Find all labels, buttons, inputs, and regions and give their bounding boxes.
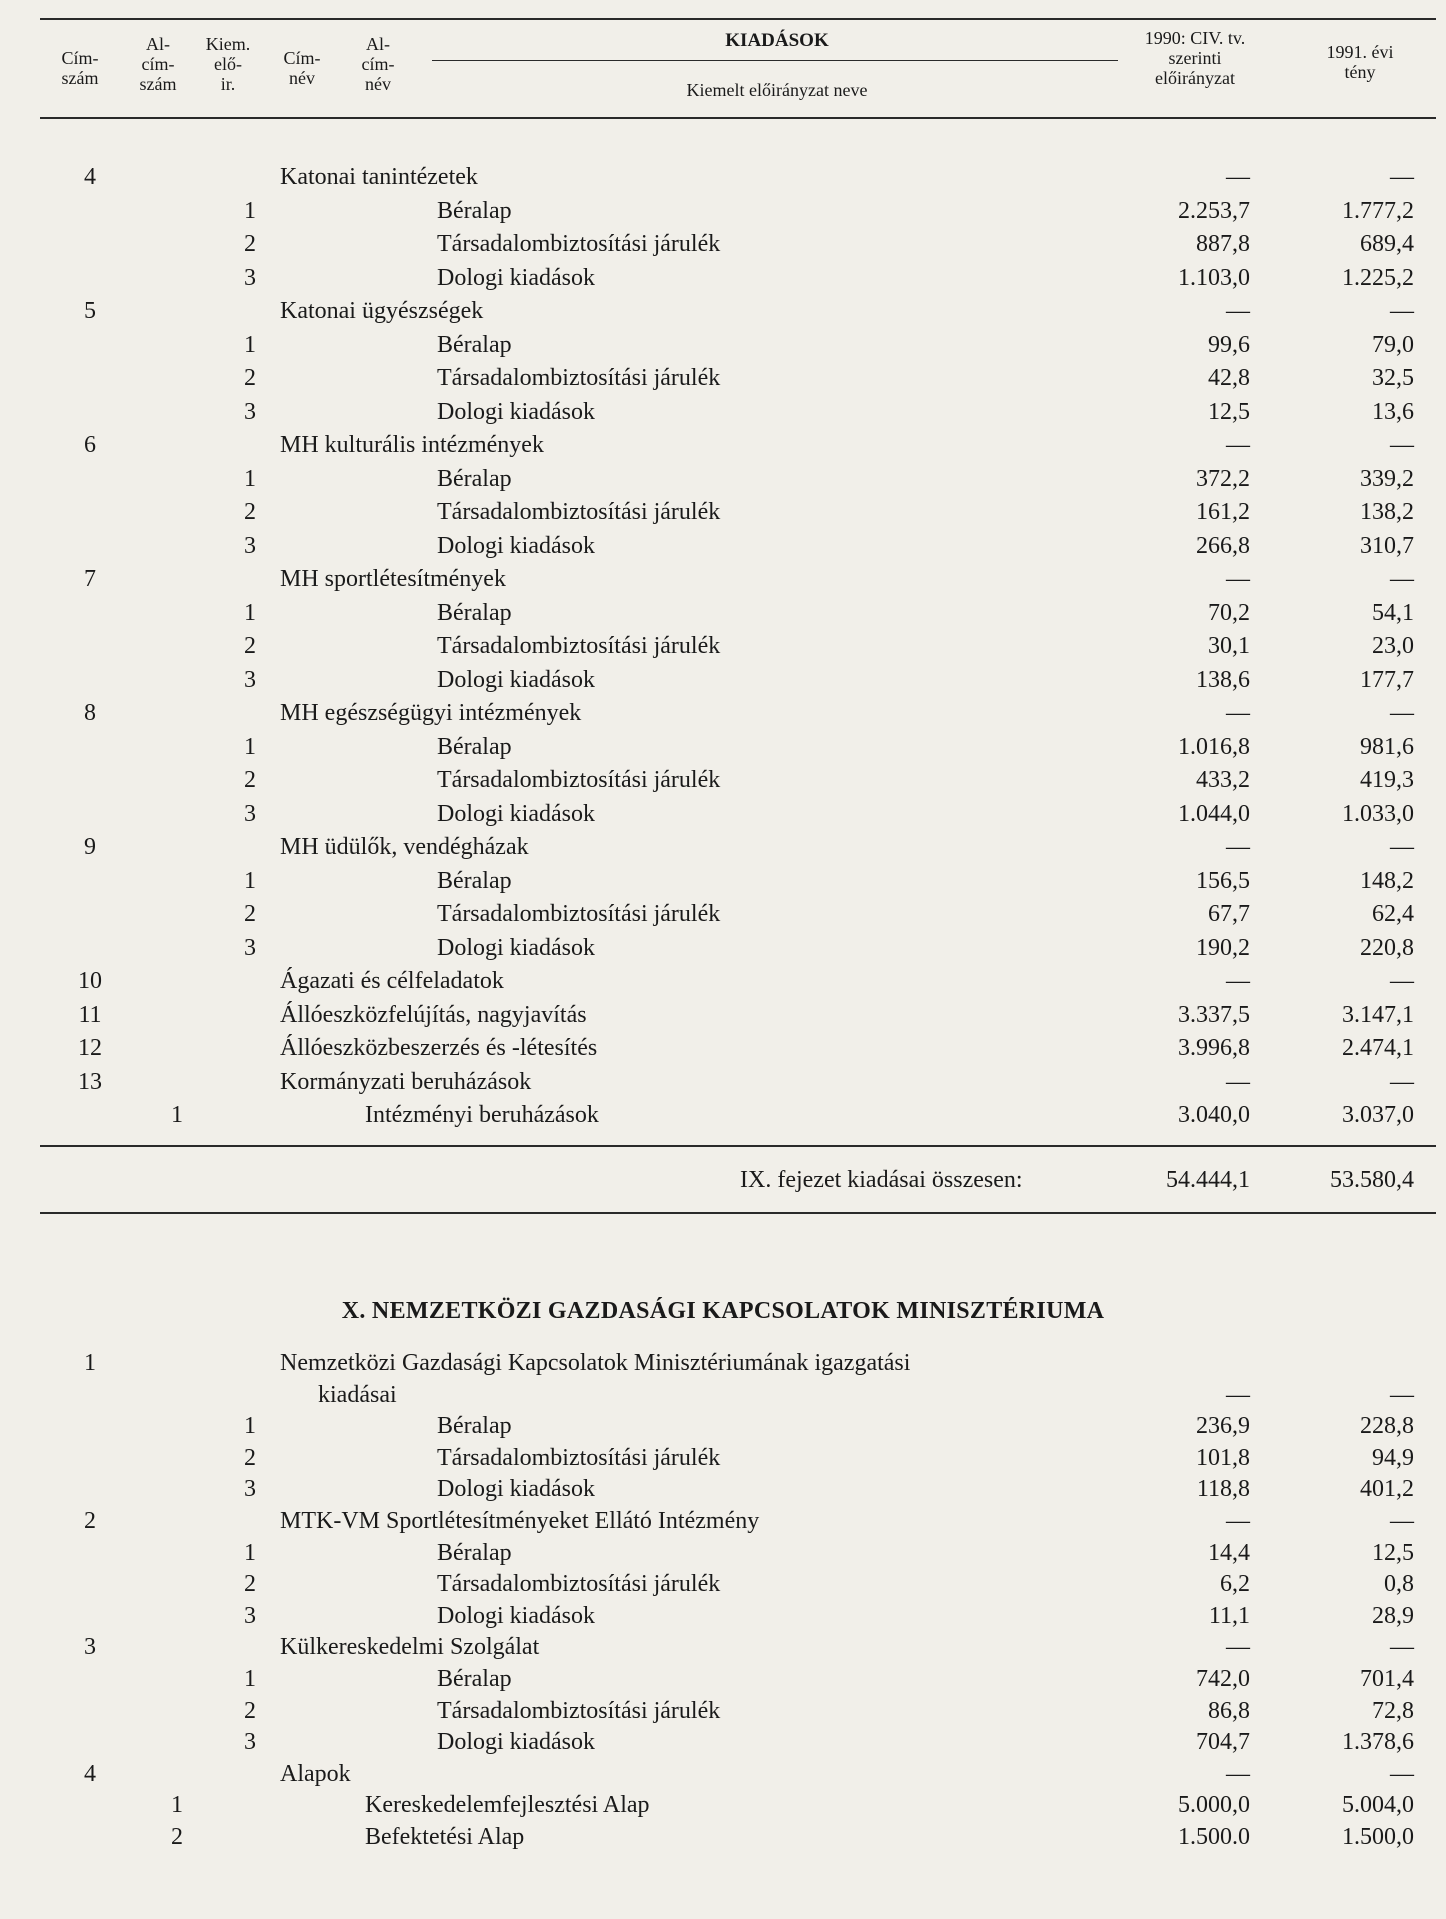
cell-kiem-eloir: 1 [244, 1666, 256, 1692]
cell-1990: 1.016,8 [1178, 733, 1250, 760]
cell-cim-szam: 11 [78, 1001, 102, 1028]
cell-1991: — [1390, 1381, 1414, 1408]
table-row [0, 1821, 1446, 1854]
cell-kiem-eloir: 3 [244, 398, 256, 425]
cell-name: Társadalombiztosítási járulék [437, 499, 721, 525]
cell-1991: 3.037,0 [1342, 1102, 1414, 1128]
cell-name: Béralap [437, 197, 512, 224]
table-row [0, 630, 1446, 663]
cell-1990: — [1226, 566, 1250, 592]
header-cim-szam: Cím- szám [61, 48, 99, 88]
cell-1991: 3.147,1 [1342, 1001, 1414, 1028]
cell-name: Béralap [437, 1666, 512, 1692]
cell-1990: — [1226, 1634, 1250, 1661]
cell-1990: — [1226, 834, 1250, 860]
table-row [0, 965, 1446, 998]
cell-cim-szam: 9 [84, 834, 96, 860]
table-row [0, 463, 1446, 496]
cell-1990: — [1226, 700, 1250, 726]
cell-1990: 704,7 [1196, 1729, 1250, 1756]
cell-alcim-szam: 2 [171, 1824, 183, 1850]
cell-name: Társadalombiztosítási járulék [437, 231, 721, 257]
cell-kiem-eloir: 1 [244, 1539, 256, 1566]
cell-name: Kereskedelemfejlesztési Alap [365, 1792, 650, 1819]
cell-cim-szam: 6 [84, 432, 96, 458]
cell-name: Intézményi beruházások [365, 1102, 599, 1128]
cell-kiem-eloir: 1 [244, 1413, 256, 1440]
cell-name: Dologi kiadások [437, 800, 595, 827]
cell-name: Béralap [437, 733, 512, 760]
cell-cim-szam: 10 [78, 968, 102, 994]
cell-1991: 220,8 [1360, 934, 1414, 961]
cell-kiem-eloir: 3 [244, 666, 256, 693]
cell-1990: 236,9 [1196, 1413, 1250, 1440]
cell-1991: 2.474,1 [1342, 1035, 1414, 1061]
cell-name: MH üdülők, vendégházak [280, 834, 529, 860]
cell-name: Társadalombiztosítási járulék [437, 365, 721, 391]
cell-cim-szam: 12 [78, 1035, 102, 1061]
header-kiem-eloir: Kiem. elő- ir. [205, 34, 251, 94]
cell-name: Kormányzati beruházások [280, 1068, 532, 1095]
table-row [0, 262, 1446, 295]
cell-1991: 23,0 [1372, 633, 1414, 659]
cell-name: Béralap [437, 1413, 512, 1440]
cell-name: Nemzetközi Gazdasági Kapcsolatok Minisztériumának igazgatási [280, 1350, 911, 1376]
cell-1990: 887,8 [1196, 231, 1250, 257]
cell-1990: 14,4 [1208, 1539, 1250, 1566]
cell-name: Külkereskedelmi Szolgálat [280, 1634, 540, 1661]
cell-1990: — [1226, 298, 1250, 324]
cell-kiem-eloir: 3 [244, 1602, 256, 1629]
table-row [0, 1410, 1446, 1443]
cell-1990: 156,5 [1196, 867, 1250, 894]
table-row [0, 1695, 1446, 1728]
table-row [0, 295, 1446, 328]
header-bottom-rule [40, 117, 1436, 119]
cell-kiem-eloir: 2 [244, 901, 256, 927]
table-row [0, 530, 1446, 563]
cell-1990: 5.000,0 [1178, 1792, 1250, 1819]
cell-1990: 118,8 [1196, 1476, 1250, 1503]
cell-cim-szam: 8 [84, 700, 96, 726]
cell-kiem-eloir: 2 [244, 1444, 256, 1471]
cell-kiem-eloir: 2 [244, 365, 256, 391]
cell-name: Dologi kiadások [437, 1476, 595, 1503]
cell-name: MH egészségügyi intézmények [280, 700, 582, 726]
cell-1991: — [1390, 968, 1414, 994]
cell-1991: — [1390, 164, 1414, 190]
cell-name: Béralap [437, 1539, 512, 1566]
header-alcim-szam: Al- cím- szám [139, 34, 177, 94]
cell-name: Béralap [437, 867, 512, 894]
cell-1991: 1.500,0 [1342, 1824, 1414, 1850]
table-row [0, 1537, 1446, 1570]
cell-name: Társadalombiztosítási járulék [437, 633, 721, 659]
cell-name: Dologi kiadások [437, 1602, 595, 1629]
table-row [0, 1663, 1446, 1696]
cell-1991: — [1390, 1634, 1414, 1661]
cell-1991: 981,6 [1360, 733, 1414, 760]
cell-1990: 3.337,5 [1178, 1001, 1250, 1028]
table-row [0, 798, 1446, 831]
cell-1990: — [1226, 968, 1250, 994]
table-row [0, 1505, 1446, 1538]
cell-1991: 138,2 [1360, 499, 1414, 525]
cell-1990: 6,2 [1220, 1571, 1250, 1598]
cell-kiem-eloir: 1 [244, 867, 256, 894]
cell-name: Befektetési Alap [365, 1824, 525, 1850]
cell-1991: 28,9 [1372, 1602, 1414, 1629]
cell-1990: 67,7 [1208, 901, 1250, 927]
table-row [0, 362, 1446, 395]
table-row [0, 1758, 1446, 1791]
table-row [0, 563, 1446, 596]
total-1990: 54.444,1 [1166, 1167, 1250, 1193]
cell-1991: 310,7 [1360, 532, 1414, 559]
cell-1991: 94,9 [1372, 1444, 1414, 1471]
cell-1990: 42,8 [1208, 365, 1250, 391]
cell-1990: 190,2 [1196, 934, 1250, 961]
header-kiadasok-rule [432, 60, 1118, 61]
header-alcim-nev: Al- cím- név [361, 34, 395, 94]
cell-1990: 86,8 [1208, 1697, 1250, 1724]
cell-1991: 1.378,6 [1342, 1729, 1414, 1756]
cell-1990: 3.996,8 [1178, 1035, 1250, 1061]
cell-1990: 11,1 [1208, 1602, 1250, 1629]
table-row [0, 1442, 1446, 1475]
cell-name: Katonai ügyészségek [280, 298, 484, 324]
cell-name: Társadalombiztosítási járulék [437, 1444, 721, 1471]
cell-kiem-eloir: 2 [244, 767, 256, 793]
cell-1991: — [1390, 700, 1414, 726]
cell-cim-szam: 2 [84, 1508, 96, 1534]
cell-name: Társadalombiztosítási járulék [437, 1571, 721, 1598]
cell-1990: 1.103,0 [1178, 264, 1250, 291]
cell-1990: 433,2 [1196, 767, 1250, 793]
top-rule [40, 18, 1436, 20]
cell-1991: 689,4 [1360, 231, 1414, 257]
cell-name: Béralap [437, 331, 512, 358]
cell-cim-szam: 3 [84, 1634, 96, 1661]
cell-1990: — [1226, 432, 1250, 458]
cell-1991: — [1390, 1508, 1414, 1534]
cell-kiem-eloir: 3 [244, 934, 256, 961]
cell-kiem-eloir: 2 [244, 1571, 256, 1598]
cell-1991: 1.033,0 [1342, 800, 1414, 827]
cell-1991: 419,3 [1360, 767, 1414, 793]
table-row [0, 731, 1446, 764]
cell-name: MTK-VM Sportlétesítményeket Ellátó Intézmény [280, 1508, 760, 1534]
table-row [0, 1379, 1446, 1412]
cell-kiem-eloir: 1 [244, 599, 256, 626]
cell-1990: — [1226, 1381, 1250, 1408]
cell-kiem-eloir: 3 [244, 1729, 256, 1756]
cell-1990: 138,6 [1196, 666, 1250, 693]
cell-1991: 1.225,2 [1342, 264, 1414, 291]
cell-1991: — [1390, 1068, 1414, 1095]
cell-name: Béralap [437, 599, 512, 626]
cell-cim-szam: 5 [84, 298, 96, 324]
table-row [0, 932, 1446, 965]
header-cim-nev: Cím- név [283, 48, 321, 88]
cell-1991: — [1390, 298, 1414, 324]
header-1991: 1991. évi tény [1326, 42, 1394, 82]
cell-1990: 2.253,7 [1178, 197, 1250, 224]
total-label: IX. fejezet kiadásai összesen: [740, 1167, 1023, 1193]
cell-kiem-eloir: 1 [244, 197, 256, 224]
table-row [0, 999, 1446, 1032]
cell-1991: 1.777,2 [1342, 197, 1414, 224]
total-1991: 53.580,4 [1330, 1167, 1414, 1193]
cell-1990: 1.500.0 [1178, 1824, 1250, 1850]
table-row [0, 697, 1446, 730]
cell-1990: 3.040,0 [1178, 1102, 1250, 1128]
cell-1991: 62,4 [1372, 901, 1414, 927]
cell-name: Dologi kiadások [437, 666, 595, 693]
cell-kiem-eloir: 3 [244, 264, 256, 291]
cell-1990: 1.044,0 [1178, 800, 1250, 827]
cell-name: Dologi kiadások [437, 398, 595, 425]
table-row [0, 1726, 1446, 1759]
cell-name: Alapok [280, 1760, 351, 1787]
cell-kiem-eloir: 2 [244, 499, 256, 525]
cell-1990: 70,2 [1208, 599, 1250, 626]
cell-1990: 266,8 [1196, 532, 1250, 559]
cell-cim-szam: 13 [78, 1068, 102, 1095]
cell-kiem-eloir: 3 [244, 800, 256, 827]
cell-name: Béralap [437, 465, 512, 492]
table-row [0, 329, 1446, 362]
table-row [0, 195, 1446, 228]
table-row [0, 1600, 1446, 1633]
cell-1990: 30,1 [1208, 633, 1250, 659]
table-row [0, 831, 1446, 864]
cell-name: Dologi kiadások [437, 1729, 595, 1756]
table-row [0, 865, 1446, 898]
cell-1990: 742,0 [1196, 1666, 1250, 1692]
cell-1990: 99,6 [1208, 331, 1250, 358]
section-title: X. NEMZETKÖZI GAZDASÁGI KAPCSOLATOK MINISZTÉRIUMA [341, 1298, 1105, 1324]
cell-1991: 79,0 [1372, 331, 1414, 358]
cell-1990: 12,5 [1208, 398, 1250, 425]
cell-name: Állóeszközbeszerzés és -létesítés [280, 1035, 598, 1061]
cell-kiem-eloir: 2 [244, 231, 256, 257]
cell-name: Társadalombiztosítási járulék [437, 767, 721, 793]
table-row [0, 1568, 1446, 1601]
table-row [0, 1789, 1446, 1822]
table-row [0, 161, 1446, 194]
cell-1991: 339,2 [1360, 465, 1414, 492]
cell-alcim-szam: 1 [171, 1102, 183, 1128]
cell-1990: — [1226, 1068, 1250, 1095]
table-row [0, 1099, 1446, 1132]
cell-1991: — [1390, 834, 1414, 860]
cell-1991: 401,2 [1360, 1476, 1414, 1503]
table-row [0, 1032, 1446, 1065]
cell-name: Állóeszközfelújítás, nagyjavítás [280, 1001, 587, 1028]
cell-1991: 13,6 [1372, 398, 1414, 425]
cell-cim-szam: 4 [84, 164, 96, 190]
cell-name: Dologi kiadások [437, 934, 595, 961]
cell-alcim-szam: 1 [171, 1792, 183, 1819]
table-row [0, 898, 1446, 931]
table-row [0, 664, 1446, 697]
cell-kiem-eloir: 1 [244, 331, 256, 358]
table-row [0, 1473, 1446, 1506]
cell-1991: 12,5 [1372, 1539, 1414, 1566]
table-row [0, 429, 1446, 462]
cell-1991: 228,8 [1360, 1413, 1414, 1440]
cell-1990: — [1226, 1760, 1250, 1787]
table-row [0, 396, 1446, 429]
table-row [0, 496, 1446, 529]
cell-1991: — [1390, 432, 1414, 458]
table-row [0, 228, 1446, 261]
cell-name: Dologi kiadások [437, 264, 595, 291]
cell-1990: 161,2 [1196, 499, 1250, 525]
cell-1990: — [1226, 164, 1250, 190]
cell-name: Dologi kiadások [437, 532, 595, 559]
table-row [0, 1066, 1446, 1099]
cell-kiem-eloir: 2 [244, 633, 256, 659]
cell-1991: 5.004,0 [1342, 1792, 1414, 1819]
cell-name: Társadalombiztosítási járulék [437, 1697, 721, 1724]
cell-name: Társadalombiztosítási járulék [437, 901, 721, 927]
cell-cim-szam: 4 [84, 1760, 96, 1787]
total-bottom-rule [40, 1212, 1436, 1214]
total-top-rule [40, 1145, 1436, 1147]
cell-cim-szam: 1 [84, 1350, 96, 1376]
cell-1991: 0,8 [1384, 1571, 1414, 1598]
cell-1991: 72,8 [1372, 1697, 1414, 1724]
cell-1991: 177,7 [1360, 666, 1414, 693]
header-kiadasok: KIADÁSOK [725, 30, 829, 51]
cell-1991: 32,5 [1372, 365, 1414, 391]
cell-1991: 148,2 [1360, 867, 1414, 894]
total-row [0, 1164, 1446, 1197]
cell-name: Katonai tanintézetek [280, 164, 478, 190]
cell-name: Ágazati és célfeladatok [280, 968, 504, 994]
cell-name: MH kulturális intézmények [280, 432, 544, 458]
cell-name: kiadásai [318, 1381, 397, 1408]
cell-1991: — [1390, 566, 1414, 592]
cell-kiem-eloir: 1 [244, 465, 256, 492]
table-row [0, 764, 1446, 797]
cell-cim-szam: 7 [84, 566, 96, 592]
header-1990: 1990: CIV. tv. szerinti előirányzat [1144, 28, 1246, 88]
cell-1991: 54,1 [1372, 599, 1414, 626]
cell-1990: 372,2 [1196, 465, 1250, 492]
header-kiemelt-neve: Kiemelt előirányzat neve [686, 80, 868, 100]
cell-name: MH sportlétesítmények [280, 566, 506, 592]
cell-1991: 701,4 [1360, 1666, 1414, 1692]
cell-kiem-eloir: 2 [244, 1697, 256, 1724]
cell-kiem-eloir: 3 [244, 532, 256, 559]
cell-1990: 101,8 [1196, 1444, 1250, 1471]
table-row [0, 1347, 1446, 1380]
cell-1990: — [1226, 1508, 1250, 1534]
table-row [0, 1631, 1446, 1664]
cell-1991: — [1390, 1760, 1414, 1787]
cell-kiem-eloir: 1 [244, 733, 256, 760]
table-row [0, 597, 1446, 630]
cell-kiem-eloir: 3 [244, 1476, 256, 1503]
